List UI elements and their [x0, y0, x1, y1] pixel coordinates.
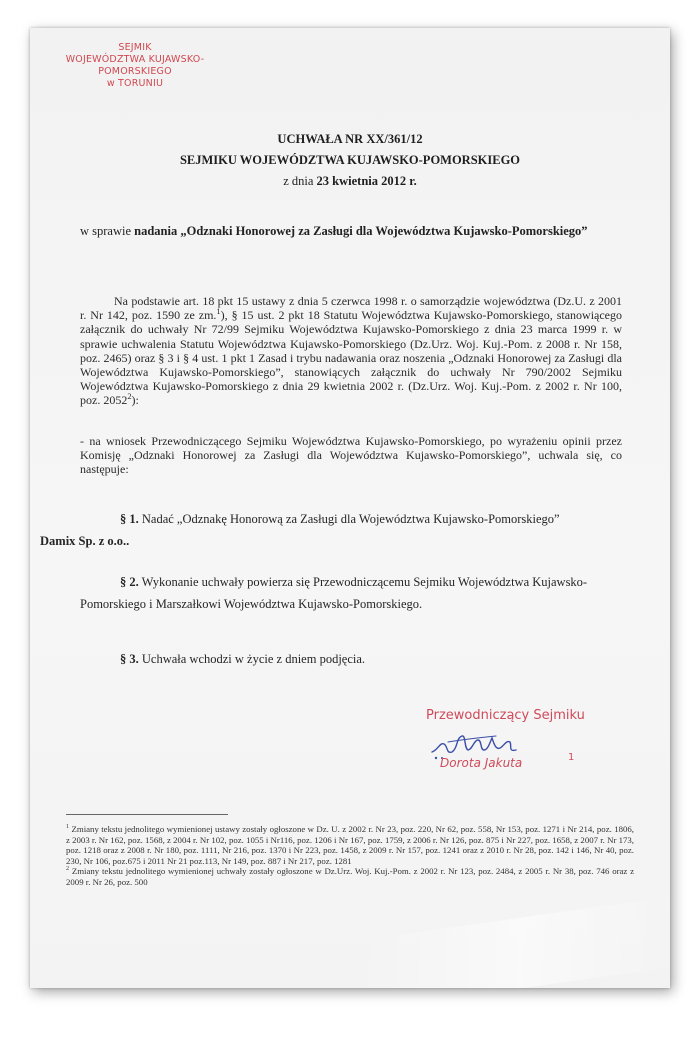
section-1-text: Nadać „Odznakę Honorową za Zasługi dla Województwa Kujawsko-Pomorskiego” — [141, 512, 560, 526]
resolution-number: UCHWAŁA NR XX/361/12 — [277, 132, 423, 146]
request-paragraph: - na wniosek Przewodniczącego Sejmiku Województwa Kujawsko-Pomorskiego, po wyrażeniu opinii przez Komisję „Odznaki Honorowej za Zasługi dla Województwa Kujawsko-Pomorskiego”, uchwala się, co następuje: — [80, 434, 622, 477]
subject-text: nadania „Odznaki Honorowej za Zasługi dla Województwa Kujawsko-Pomorskiego” — [134, 224, 588, 238]
stamp-line-3: w TORUNIU — [106, 78, 164, 89]
footnote-1 — [66, 824, 634, 866]
legal-basis-part-2: ), § 15 ust. 2 pkt 18 Statutu Województwa Kujawsko-Pomorskiego, stanowiącego załącznik do uchwały Nr 72/99 Sejmiku Województwa Kujawsko-Pomorskiego z dnia 23 marca 1999 r. w sprawie uchwalenia Statutu Województwa Kujawsko-Pomorskiego (Dz.Urz. Woj. Kuj.-Pom. z 2008 r. Nr 158, poz. 2465) oraz § 3 i § 4 ust. 1 pkt 1 Zasad i trybu nadawania oraz noszenia „Odznaki Honorowej za Zasługi dla Województwa Kujawsko-Pomorskiego”, stanowiących załącznik do uchwały Nr 790/2002 Sejmiku Województwa Kujawsko-Pomorskiego z dnia 29 kwietnia 2002 r. (Dz.Urz. Woj. Kuj.-Pom. z 2002 r. Nr 100, poz. 2052 — [80, 308, 623, 408]
stamp-line-2: WOJEWÓDZTWA KUJAWSKO-POMORSKIEGO — [65, 54, 205, 77]
section-3-label: § 3. — [120, 652, 139, 666]
signature-title: Przewodniczący Sejmiku — [426, 708, 585, 723]
section-3-text: Uchwała wchodzi w życie z dniem podjęcia. — [141, 652, 366, 666]
date-value: 23 kwietnia 2012 r. — [316, 174, 417, 188]
footnote-2-mark: 2 — [66, 866, 70, 873]
section-1 — [40, 508, 622, 552]
footnote-2-text: Zmiany tekstu jednolitego wymienionej uchwały zostały ogłoszone w Dz.Urz. Woj. Kuj.-Pom. z 2002 r. Nr 123, poz. 2484, z 2005 r. Nr 38, poz. 746 oraz z 2009 r. Nr 26, poz. 500 — [66, 866, 634, 887]
section-2-label: § 2. — [120, 575, 139, 589]
footnote-1-text: Zmiany tekstu jednolitego wymienionej ustawy zostały ogłoszone w Dz. U. z 2002 r. Nr 23, poz. 220, Nr 62, poz. 558, Nr 153, poz. 1271 i Nr 214, poz. 1806, z 2003 r. Nr 162, poz. 1568, z 2004 r. Nr 102, poz. 1055 i Nr116, poz. 1206 i Nr 167, poz. 1759, z 2006 r. Nr 126, poz. 875 i Nr 227, poz. 1658, z 2007 r. Nr 173, poz. 1218 oraz z 2008 r. Nr 180, poz. 1111, Nr 216, poz. 1370 i Nr 223, poz. 1458, z 2009 r. Nr 157, poz. 1241 oraz z 2010 r. Nr 28, poz. 142 i 146, Nr 40, poz. 230, Nr 106, poz.675 i 2011 Nr 21 poz.113, Nr 149, poz. 887 i Nr 217, poz. 1281 — [66, 824, 634, 866]
subject-prefix: w sprawie — [80, 224, 132, 238]
signature-mark: 1 — [568, 752, 575, 763]
legal-basis-paragraph — [80, 294, 622, 408]
award-recipient: Damix Sp. z o.o.. — [40, 534, 130, 548]
footnote-1-mark: 1 — [66, 824, 70, 831]
footnotes — [66, 824, 634, 888]
signatory-name: Dorota Jakuta — [440, 756, 523, 770]
document-page — [30, 28, 670, 988]
resolution-date — [30, 171, 670, 192]
legal-basis-part-3: ): — [131, 393, 139, 408]
footnote-divider — [66, 814, 228, 815]
section-2-text: Wykonanie uchwały powierza się Przewodniczącemu Sejmiku Województwa Kujawsko-Pomorskiego i Marszałkowi Województwa Kujawsko-Pomorskiego. — [80, 575, 588, 611]
institution-stamp — [30, 42, 240, 90]
date-prefix: z dnia — [283, 174, 314, 188]
issuing-body: SEJMIKU WOJEWÓDZTWA KUJAWSKO-POMORSKIEGO — [179, 153, 521, 167]
section-1-label: § 1. — [120, 512, 139, 526]
paper-glare — [357, 896, 670, 988]
stamp-line-1: SEJMIK — [118, 42, 152, 53]
resolution-subject — [80, 220, 622, 242]
resolution-heading — [30, 129, 670, 192]
legal-basis-part-1: Na podstawie art. 18 pkt 15 ustawy z dnia 5 czerwca 1998 r. o samorządzie województwa (Dz.U. z 2001 r. Nr 142, poz. 1590 ze zm. — [80, 294, 622, 323]
section-2 — [80, 571, 622, 615]
footnote-ref-1: 1 — [216, 307, 221, 317]
footnote-ref-2: 2 — [127, 392, 132, 402]
footnote-2 — [66, 866, 634, 887]
section-3 — [80, 648, 622, 670]
